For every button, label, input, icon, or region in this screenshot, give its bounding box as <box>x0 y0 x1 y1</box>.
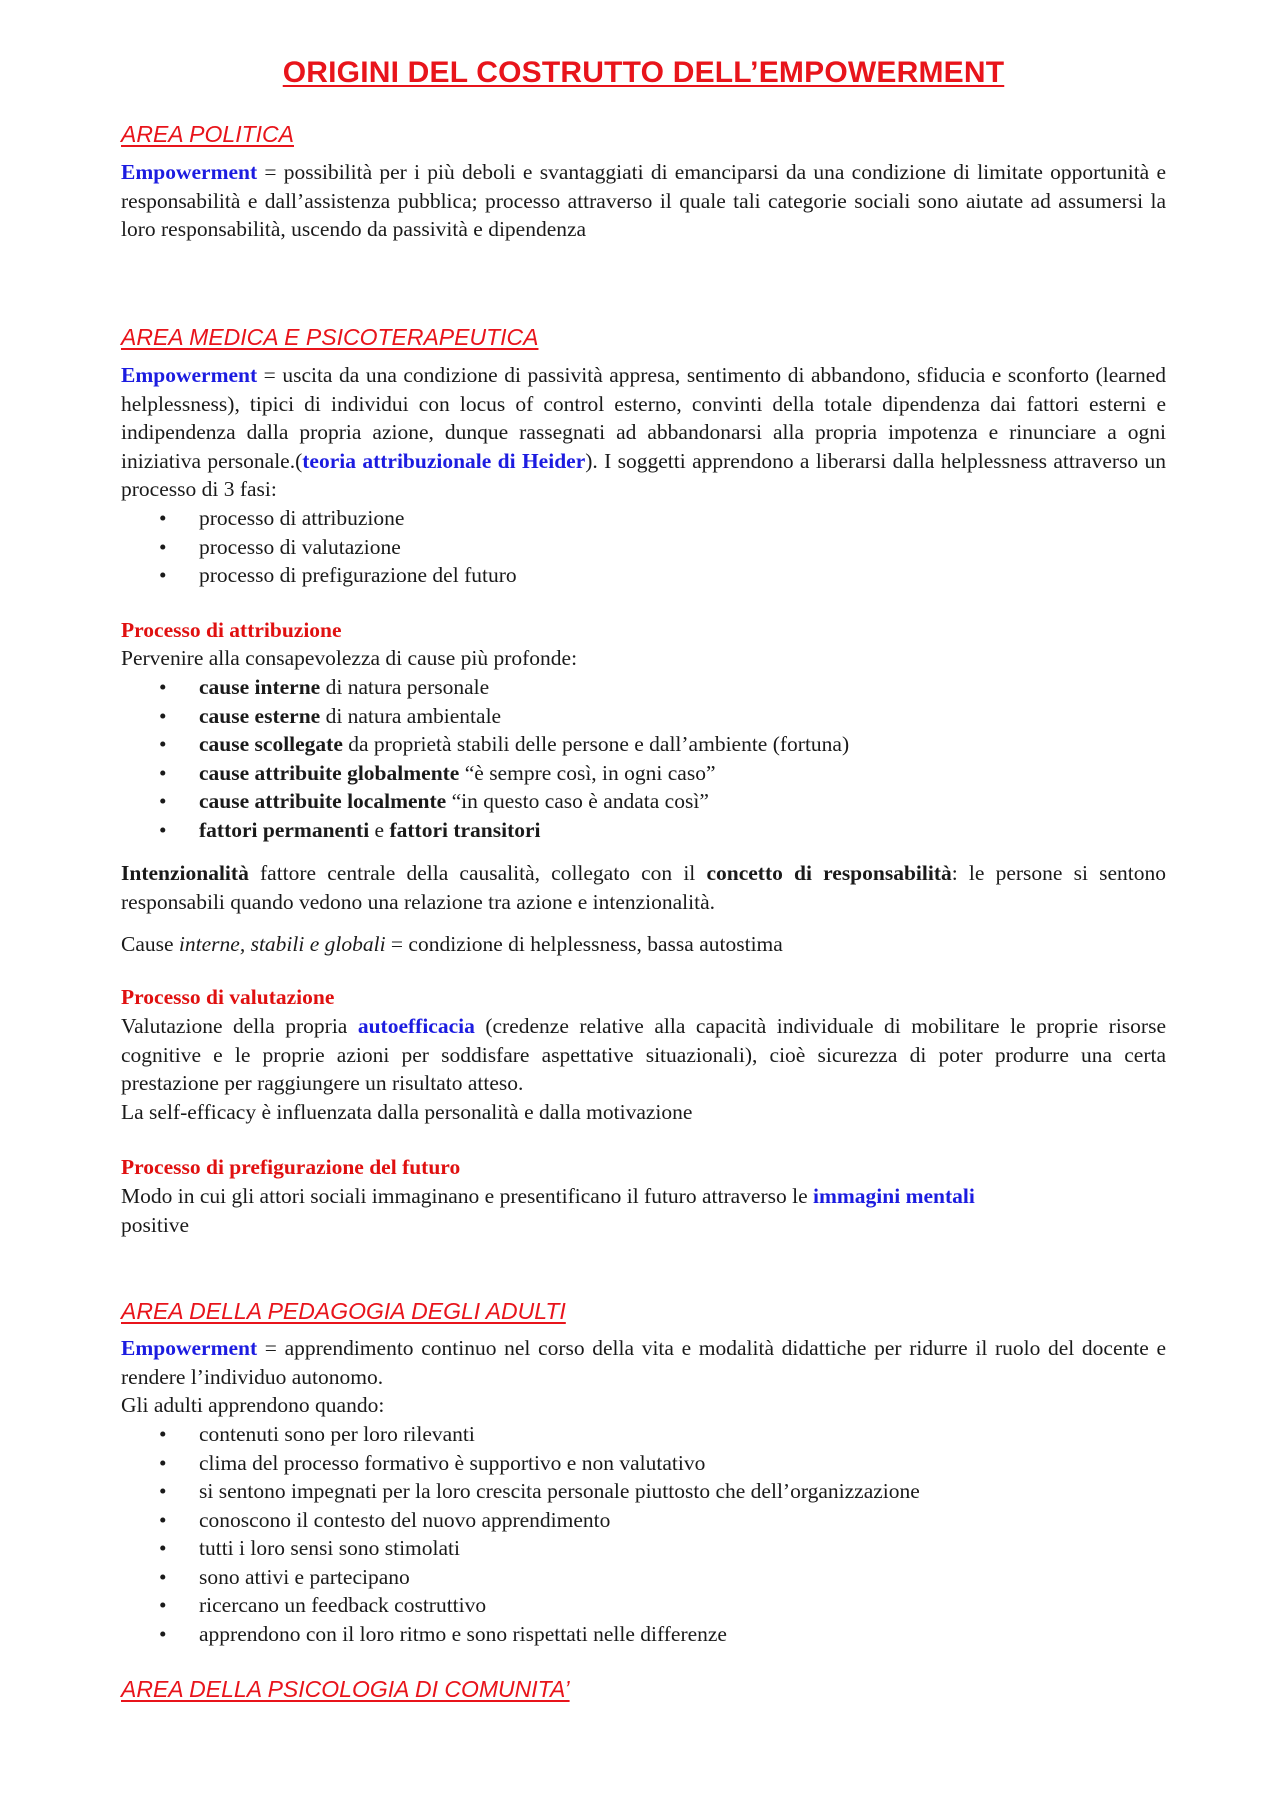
paragraph-intenzionalita: Intenzionalità fattore centrale della causalità, collegato con il concetto di responsabilità: le persone si sentono responsabili quando vedono una relazione tra azione e intenzionalità. <box>121 861 1167 914</box>
heading-area-comunita: AREA DELLA PSICOLOGIA DI COMUNITA’ <box>121 1676 570 1702</box>
list-item: • processo di valutazione <box>159 534 401 559</box>
list-item: • contenuti sono per loro rilevanti <box>159 1422 475 1446</box>
list-item: • si sentono impegnati per la loro crescita personale piuttosto che dell’organizzazione <box>159 1479 920 1503</box>
list-item: • processo di attribuzione <box>159 506 405 530</box>
paragraph-area-politica: Empowerment = possibilità per i più deboli e svantaggiati di emanciparsi da una condizione di limitate opportunità e responsabilità e dall’assistenza pubblica; processo attraverso il quale tali categorie sociali sono aiutate ad assumersi la loro responsabilità, uscendo da passività e dipendenza <box>121 160 1166 241</box>
term-empowerment: Empowerment <box>121 1336 258 1360</box>
list-item: • cause scollegate da proprietà stabili delle persone e dall’ambiente (fortuna) <box>159 732 850 756</box>
paragraph-prefigurazione: Modo in cui gli attori sociali immaginano e presentificano il futuro attraverso le immagini mentali positive <box>121 1184 975 1237</box>
term-immagini-mentali: immagini mentali <box>813 1184 975 1208</box>
list-item: • processo di prefigurazione del futuro <box>159 563 517 587</box>
list-item: • conoscono il contesto del nuovo apprendimento <box>159 1507 611 1532</box>
document-title: ORIGINI DEL COSTRUTTO DELL’EMPOWERMENT <box>282 56 1005 89</box>
paragraph-area-pedagogia: Empowerment = apprendimento continuo nel corso della vita e modalità didattiche per ridurre il ruolo del docente e rendere l’individuo autonomo. <box>121 1336 1166 1389</box>
list-item: • clima del processo formativo è supportivo e non valutativo <box>159 1450 706 1475</box>
paragraph-valutazione: Valutazione della propria autoefficacia (credenze relative alla capacità individuale di mobilitare le proprie risorse cognitive e le proprie azioni per soddisfare aspettative situazionali), cioè sicurezza di poter produrre una certa prestazione per raggiungere un risultato atteso. <box>121 1014 1166 1095</box>
list-item: • cause attribuite localmente “in questo caso è andata così” <box>159 789 709 813</box>
heading-processo-attribuzione: Processo di attribuzione <box>121 618 342 642</box>
pedagogia-list <box>121 1420 920 1648</box>
list-item: • sono attivi e partecipano <box>159 1564 410 1589</box>
heading-area-politica: AREA POLITICA <box>121 121 294 147</box>
phases-list <box>121 504 517 590</box>
list-item: • ricercano un feedback costruttivo <box>159 1593 487 1617</box>
term-empowerment: Empowerment <box>121 160 258 184</box>
heading-area-pedagogia: AREA DELLA PEDAGOGIA DEGLI ADULTI <box>121 1298 566 1324</box>
paragraph-cause: Cause interne, stabili e globali = condizione di helplessness, bassa autostima <box>121 932 783 956</box>
paragraph-self-efficacy: La self-efficacy è influenzata dalla personalità e dalla motivazione <box>121 1100 693 1124</box>
list-item: • cause esterne di natura ambientale <box>159 703 502 728</box>
heading-processo-valutazione: Processo di valutazione <box>121 985 335 1009</box>
list-item: • apprendono con il loro ritmo e sono rispettati nelle differenze <box>159 1621 727 1646</box>
term-teoria-attribuzionale: teoria attribuzionale di Heider <box>302 448 586 473</box>
causes-list <box>121 673 849 844</box>
paragraph-area-medica: Empowerment = uscita da una condizione di passività appresa, sentimento di abbandono, sfiducia e sconforto (learned helplessness), tipici di individui con locus of control esterno, convinti della totale dipendenza dai fattori esterni e indipendenza dalla propria azione, dunque rassegnati ad abbandonarsi alla propria impotenza e rinunciare a ogni iniziativa personale.(teoria attribuzionale di Heider). I soggetti apprendono a liberarsi dalla helplessness attraverso un processo di 3 fasi: <box>121 363 1166 501</box>
heading-area-medica: AREA MEDICA E PSICOTERAPEUTICA <box>121 324 539 350</box>
list-item: • cause attribuite globalmente “è sempre così, in ogni caso” <box>159 760 716 785</box>
heading-processo-prefigurazione: Processo di prefigurazione del futuro <box>121 1155 461 1179</box>
list-item: • tutti i loro sensi sono stimolati <box>159 1536 460 1560</box>
list-item: • cause interne di natura personale <box>159 675 490 699</box>
list-item: • fattori permanenti e fattori transitori <box>159 817 541 842</box>
pedagogia-intro: Gli adulti apprendono quando: <box>121 1393 385 1417</box>
attribuzione-intro: Pervenire alla consapevolezza di cause più profonde: <box>121 646 578 670</box>
term-empowerment: Empowerment <box>121 363 258 387</box>
term-autoefficacia: autoefficacia <box>357 1014 475 1038</box>
